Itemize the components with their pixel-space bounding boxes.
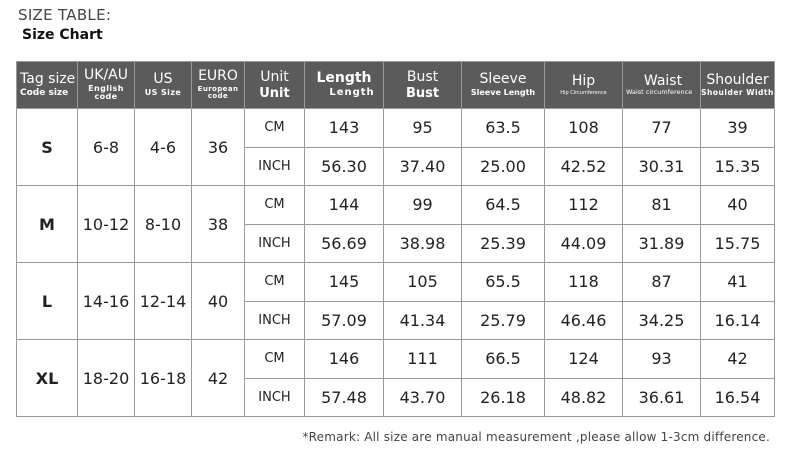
shoulder-value-cell: 16.54 xyxy=(701,378,775,417)
col-header-ukau-main: UK/AU xyxy=(84,67,128,84)
col-header-tag-size-sub: Code size xyxy=(20,87,69,98)
sleeve-value-cell: 66.5 xyxy=(462,340,545,379)
col-header-sleeve xyxy=(462,62,545,109)
col-header-bust-sub: Bust xyxy=(405,85,440,101)
col-header-shoulder-main: Shoulder xyxy=(706,71,769,88)
col-header-unit-sub: Unit xyxy=(259,85,290,101)
col-header-shoulder xyxy=(701,62,775,109)
length-value-cell: 146 xyxy=(305,340,384,379)
sleeve-value-cell: 63.5 xyxy=(462,109,545,148)
col-header-euro-sub: European code xyxy=(197,85,239,101)
hip-value-cell: 42.52 xyxy=(545,147,623,186)
uk-size-cell: 10-12 xyxy=(78,186,135,263)
size-table-label: SIZE TABLE: xyxy=(18,6,112,24)
euro-size-cell: 40 xyxy=(192,263,245,340)
waist-value-cell: 93 xyxy=(623,340,701,379)
shoulder-value-cell: 16.14 xyxy=(701,301,775,340)
size-chart-title: Size Chart xyxy=(22,27,103,43)
col-header-bust-main: Bust xyxy=(406,68,439,85)
unit-cell: INCH xyxy=(245,147,305,186)
col-header-hip-sub: Hip Circumference xyxy=(560,89,607,96)
length-value-cell: 56.69 xyxy=(305,224,384,263)
col-header-ukau xyxy=(78,62,135,109)
table-row xyxy=(17,340,775,379)
waist-value-cell: 31.89 xyxy=(623,224,701,263)
col-header-euro-main: EURO xyxy=(198,68,238,85)
size-tag-cell: M xyxy=(17,186,78,263)
size-rows xyxy=(17,109,775,417)
sleeve-value-cell: 25.00 xyxy=(462,147,545,186)
length-value-cell: 143 xyxy=(305,109,384,148)
col-header-waist-main: Waist xyxy=(643,72,683,89)
bust-value-cell: 111 xyxy=(384,340,462,379)
col-header-us xyxy=(135,62,192,109)
col-header-shoulder-sub: Shoulder Width xyxy=(701,88,774,98)
us-size-cell: 16-18 xyxy=(135,340,192,417)
col-header-euro xyxy=(192,62,245,109)
length-value-cell: 56.30 xyxy=(305,147,384,186)
col-header-ukau-sub: English code xyxy=(88,83,124,102)
waist-value-cell: 36.61 xyxy=(623,378,701,417)
us-size-cell: 4-6 xyxy=(135,109,192,186)
sleeve-value-cell: 64.5 xyxy=(462,186,545,225)
sleeve-value-cell: 65.5 xyxy=(462,263,545,302)
shoulder-value-cell: 15.75 xyxy=(701,224,775,263)
unit-cell: CM xyxy=(245,263,305,302)
waist-value-cell: 77 xyxy=(623,109,701,148)
size-tag-cell: L xyxy=(17,263,78,340)
hip-value-cell: 108 xyxy=(545,109,623,148)
us-size-cell: 8-10 xyxy=(135,186,192,263)
waist-value-cell: 30.31 xyxy=(623,147,701,186)
length-value-cell: 145 xyxy=(305,263,384,302)
bust-value-cell: 41.34 xyxy=(384,301,462,340)
unit-cell: CM xyxy=(245,186,305,225)
shoulder-value-cell: 15.35 xyxy=(701,147,775,186)
col-header-waist-sub: Waist circumference xyxy=(626,88,693,97)
hip-value-cell: 46.46 xyxy=(545,301,623,340)
col-header-length-main: Length xyxy=(316,70,372,87)
col-header-sleeve-main: Sleeve xyxy=(479,71,527,88)
bust-value-cell: 105 xyxy=(384,263,462,302)
us-size-cell: 12-14 xyxy=(135,263,192,340)
unit-cell: INCH xyxy=(245,224,305,263)
size-tag-cell: XL xyxy=(17,340,78,417)
unit-cell: INCH xyxy=(245,301,305,340)
uk-size-cell: 6-8 xyxy=(78,109,135,186)
col-header-unit-main: Unit xyxy=(260,68,289,85)
bust-value-cell: 37.40 xyxy=(384,147,462,186)
unit-cell: CM xyxy=(245,340,305,379)
table-row xyxy=(17,263,775,302)
table-row xyxy=(17,186,775,225)
waist-value-cell: 81 xyxy=(623,186,701,225)
euro-size-cell: 38 xyxy=(192,186,245,263)
col-header-hip-main: Hip xyxy=(571,73,596,90)
unit-cell: INCH xyxy=(245,378,305,417)
length-value-cell: 57.09 xyxy=(305,301,384,340)
euro-size-cell: 36 xyxy=(192,109,245,186)
remark-note: *Remark: All size are manual measurement ,please allow 1-3cm difference. xyxy=(302,430,770,444)
shoulder-value-cell: 42 xyxy=(701,340,775,379)
bust-value-cell: 43.70 xyxy=(384,378,462,417)
length-value-cell: 57.48 xyxy=(305,378,384,417)
length-value-cell: 144 xyxy=(305,186,384,225)
hip-value-cell: 112 xyxy=(545,186,623,225)
col-header-hip xyxy=(545,62,623,109)
col-header-length xyxy=(305,62,384,109)
shoulder-value-cell: 41 xyxy=(701,263,775,302)
shoulder-value-cell: 40 xyxy=(701,186,775,225)
col-header-tag-size-main: Tag size xyxy=(20,70,76,87)
bust-value-cell: 95 xyxy=(384,109,462,148)
table-row xyxy=(17,109,775,148)
col-header-waist xyxy=(623,62,701,109)
bust-value-cell: 99 xyxy=(384,186,462,225)
sleeve-value-cell: 25.39 xyxy=(462,224,545,263)
sleeve-value-cell: 26.18 xyxy=(462,378,545,417)
uk-size-cell: 18-20 xyxy=(78,340,135,417)
unit-cell: CM xyxy=(245,109,305,148)
bust-value-cell: 38.98 xyxy=(384,224,462,263)
shoulder-value-cell: 39 xyxy=(701,109,775,148)
size-chart-table xyxy=(16,61,775,417)
hip-value-cell: 44.09 xyxy=(545,224,623,263)
col-header-length-sub: Length xyxy=(329,87,375,99)
col-header-unit xyxy=(245,62,305,109)
sleeve-value-cell: 25.79 xyxy=(462,301,545,340)
col-header-tag-size xyxy=(17,62,78,109)
waist-value-cell: 34.25 xyxy=(623,301,701,340)
hip-value-cell: 124 xyxy=(545,340,623,379)
hip-value-cell: 48.82 xyxy=(545,378,623,417)
col-header-sleeve-sub: Sleeve Length xyxy=(470,88,536,98)
col-header-bust xyxy=(384,62,462,109)
col-header-us-main: US xyxy=(153,71,173,88)
uk-size-cell: 14-16 xyxy=(78,263,135,340)
euro-size-cell: 42 xyxy=(192,340,245,417)
hip-value-cell: 118 xyxy=(545,263,623,302)
waist-value-cell: 87 xyxy=(623,263,701,302)
size-tag-cell: S xyxy=(17,109,78,186)
header-row xyxy=(17,62,775,109)
col-header-us-sub: US Size xyxy=(144,88,182,98)
